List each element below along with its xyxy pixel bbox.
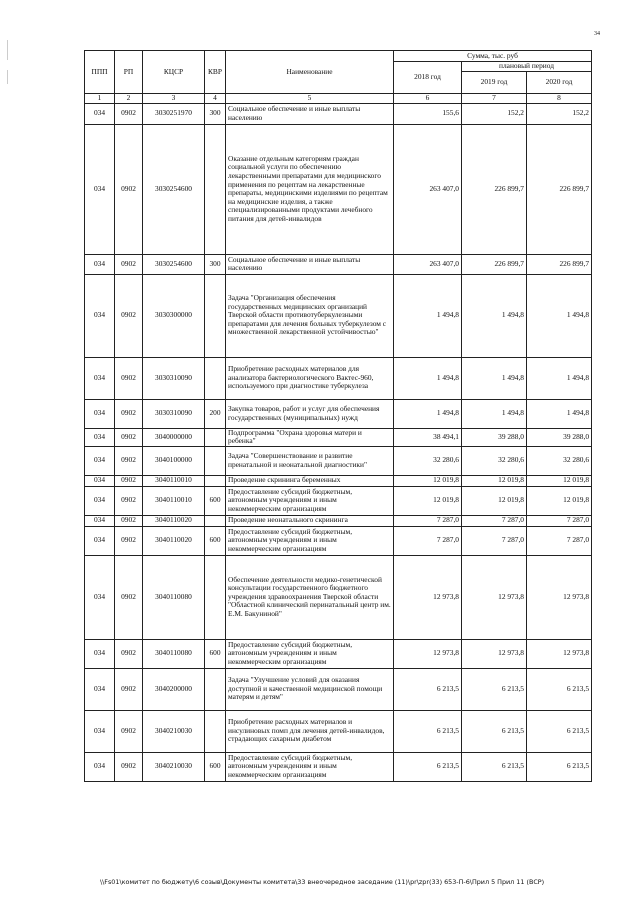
cell-kcsr: 3040110020 — [143, 515, 205, 526]
table-row — [85, 475, 592, 486]
cell-ppp: 034 — [85, 555, 115, 639]
cell-kcsr: 3040210030 — [143, 710, 205, 752]
cell-2018: 1 494,8 — [394, 399, 462, 428]
cell-ppp: 034 — [85, 486, 115, 515]
cell-name: Приобретение расходных материалов для анализатора бактериологического Вактес-960, используемого при диагностике туберкулеза — [226, 357, 394, 399]
scan-edge-mark — [7, 70, 8, 84]
cell-rp: 0902 — [115, 446, 143, 475]
cell-name: Социальное обеспечение и иные выплаты населению — [226, 103, 394, 124]
cell-2019: 1 494,8 — [462, 357, 527, 399]
cell-2019: 1 494,8 — [462, 274, 527, 357]
cell-name: Предоставление субсидий бюджетным, автономным учреждениям и иным некоммерческим организациям — [226, 486, 394, 515]
cell-name: Социальное обеспечение и иные выплаты населению — [226, 254, 394, 274]
cell-2020: 152,2 — [527, 103, 592, 124]
cell-name: Предоставление субсидий бюджетным, автономным учреждениям и иным некоммерческим организациям — [226, 752, 394, 781]
cell-name: Задача "Совершенствование и развитие пренатальной и неонатальной диагностики" — [226, 446, 394, 475]
cell-ppp: 034 — [85, 274, 115, 357]
header-2018: 2018 год — [394, 62, 462, 94]
cell-kvr — [205, 555, 226, 639]
cell-ppp: 034 — [85, 639, 115, 668]
cell-kcsr: 3030300000 — [143, 274, 205, 357]
cell-ppp: 034 — [85, 752, 115, 781]
cell-kcsr: 3030254600 — [143, 254, 205, 274]
column-number: 1 — [85, 94, 115, 104]
cell-2018: 155,6 — [394, 103, 462, 124]
cell-rp: 0902 — [115, 254, 143, 274]
cell-kvr — [205, 124, 226, 254]
cell-kvr — [205, 710, 226, 752]
page-number: 34 — [594, 31, 600, 37]
cell-2020: 1 494,8 — [527, 357, 592, 399]
cell-2020: 226 899,7 — [527, 124, 592, 254]
cell-kcsr: 3040110080 — [143, 639, 205, 668]
cell-2018: 6 213,5 — [394, 752, 462, 781]
cell-rp: 0902 — [115, 475, 143, 486]
cell-2018: 12 019,8 — [394, 475, 462, 486]
cell-2019: 32 280,6 — [462, 446, 527, 475]
cell-2019: 12 019,8 — [462, 475, 527, 486]
cell-kcsr: 3030254600 — [143, 124, 205, 254]
cell-kcsr: 3030251970 — [143, 103, 205, 124]
cell-kcsr: 3040100000 — [143, 446, 205, 475]
cell-kcsr: 3040110020 — [143, 526, 205, 555]
cell-kvr — [205, 357, 226, 399]
cell-rp: 0902 — [115, 639, 143, 668]
cell-kcsr: 3040200000 — [143, 668, 205, 710]
cell-kcsr: 3040000000 — [143, 428, 205, 446]
cell-kvr: 600 — [205, 526, 226, 555]
cell-2020: 32 280,6 — [527, 446, 592, 475]
cell-rp: 0902 — [115, 555, 143, 639]
cell-name: Задача "Организация обеспечения государственных медицинских организаций Тверской области противотуберкулезными препаратами для лечения больных туберкулезом с множественной лекарственной устойчивостью" — [226, 274, 394, 357]
cell-kvr — [205, 668, 226, 710]
cell-kcsr: 3040210030 — [143, 752, 205, 781]
scan-edge-mark — [7, 40, 8, 60]
cell-2020: 7 287,0 — [527, 515, 592, 526]
cell-2019: 39 288,0 — [462, 428, 527, 446]
cell-kcsr: 3030310090 — [143, 399, 205, 428]
cell-2020: 6 213,5 — [527, 752, 592, 781]
cell-2020: 12 973,8 — [527, 639, 592, 668]
cell-rp: 0902 — [115, 399, 143, 428]
cell-kvr: 600 — [205, 639, 226, 668]
cell-2019: 226 899,7 — [462, 254, 527, 274]
cell-ppp: 034 — [85, 357, 115, 399]
cell-kvr — [205, 428, 226, 446]
table-row — [85, 668, 592, 710]
cell-2020: 6 213,5 — [527, 668, 592, 710]
cell-2018: 32 280,6 — [394, 446, 462, 475]
cell-rp: 0902 — [115, 357, 143, 399]
cell-2018: 263 407,0 — [394, 254, 462, 274]
cell-2019: 12 973,8 — [462, 555, 527, 639]
table-row — [85, 446, 592, 475]
table-row — [85, 555, 592, 639]
cell-kvr: 600 — [205, 752, 226, 781]
cell-kvr — [205, 446, 226, 475]
column-number: 4 — [205, 94, 226, 104]
cell-name: Подпрограмма "Охрана здоровья матери и ребенка" — [226, 428, 394, 446]
column-number: 2 — [115, 94, 143, 104]
cell-kcsr: 3040110080 — [143, 555, 205, 639]
cell-2018: 12 019,8 — [394, 486, 462, 515]
cell-2018: 1 494,8 — [394, 274, 462, 357]
cell-2018: 12 973,8 — [394, 555, 462, 639]
cell-2019: 12 019,8 — [462, 486, 527, 515]
cell-ppp: 034 — [85, 446, 115, 475]
cell-2019: 7 287,0 — [462, 526, 527, 555]
table-row — [85, 515, 592, 526]
cell-2020: 12 019,8 — [527, 486, 592, 515]
column-number: 7 — [462, 94, 527, 104]
cell-kcsr: 3030310090 — [143, 357, 205, 399]
cell-2020: 1 494,8 — [527, 399, 592, 428]
column-numbers-row — [85, 94, 592, 104]
table-row — [85, 254, 592, 274]
header-sum: Сумма, тыс. руб — [394, 51, 592, 62]
cell-rp: 0902 — [115, 710, 143, 752]
column-number: 6 — [394, 94, 462, 104]
cell-rp: 0902 — [115, 515, 143, 526]
header-kvr: КВР — [205, 51, 226, 94]
table-row — [85, 399, 592, 428]
cell-2020: 12 973,8 — [527, 555, 592, 639]
footer-file-path: \\Fs01\комитет по бюджету\6 созыв\Документы комитета\33 внеочередное заседание (11)\pr\zpr(33) 653-П-6\Прил 5 Прил 11 (ВСР) — [100, 878, 545, 886]
cell-2019: 152,2 — [462, 103, 527, 124]
cell-name: Задача "Улучшение условий для оказания доступной и качественной медицинской помощи матерям и детям" — [226, 668, 394, 710]
cell-2020: 1 494,8 — [527, 274, 592, 357]
cell-rp: 0902 — [115, 668, 143, 710]
cell-2019: 1 494,8 — [462, 399, 527, 428]
cell-rp: 0902 — [115, 274, 143, 357]
header-name: Наименование — [226, 51, 394, 94]
cell-rp: 0902 — [115, 486, 143, 515]
header-planned-period: плановый период — [462, 62, 592, 72]
table-row — [85, 710, 592, 752]
cell-name: Проведение скрининга беременных — [226, 475, 394, 486]
cell-name: Проведение неонатального скрининга — [226, 515, 394, 526]
cell-2018: 38 494,1 — [394, 428, 462, 446]
cell-name: Приобретение расходных материалов и инсулиновых помп для лечения детей-инвалидов, страдающих сахарным диабетом — [226, 710, 394, 752]
table-row — [85, 752, 592, 781]
cell-ppp: 034 — [85, 124, 115, 254]
table-row — [85, 274, 592, 357]
cell-kvr — [205, 515, 226, 526]
table-body — [85, 103, 592, 781]
cell-rp: 0902 — [115, 103, 143, 124]
cell-ppp: 034 — [85, 710, 115, 752]
cell-ppp: 034 — [85, 515, 115, 526]
table-row — [85, 526, 592, 555]
cell-kcsr: 3040110010 — [143, 486, 205, 515]
cell-ppp: 034 — [85, 399, 115, 428]
cell-2019: 6 213,5 — [462, 710, 527, 752]
cell-2020: 6 213,5 — [527, 710, 592, 752]
cell-kvr: 300 — [205, 254, 226, 274]
header-2019: 2019 год — [462, 72, 527, 94]
cell-2019: 7 287,0 — [462, 515, 527, 526]
table-row — [85, 103, 592, 124]
cell-name: Обеспечение деятельности медико-генетической консультации государственного бюджетного учреждения здравоохранения Тверской области "Областной клинический перинатальный центр им. Е.М. Бакуниной" — [226, 555, 394, 639]
cell-name: Предоставление субсидий бюджетным, автономным учреждениям и иным некоммерческим организациям — [226, 526, 394, 555]
cell-kcsr: 3040110010 — [143, 475, 205, 486]
budget-table — [84, 50, 592, 782]
header-kcsr: КЦСР — [143, 51, 205, 94]
cell-2019: 12 973,8 — [462, 639, 527, 668]
column-number: 8 — [527, 94, 592, 104]
cell-2019: 226 899,7 — [462, 124, 527, 254]
cell-2020: 12 019,8 — [527, 475, 592, 486]
cell-2018: 263 407,0 — [394, 124, 462, 254]
cell-2020: 39 288,0 — [527, 428, 592, 446]
cell-kvr — [205, 475, 226, 486]
table-row — [85, 639, 592, 668]
cell-ppp: 034 — [85, 475, 115, 486]
header-ppp: ППП — [85, 51, 115, 94]
table-row — [85, 357, 592, 399]
cell-rp: 0902 — [115, 752, 143, 781]
cell-kvr: 300 — [205, 103, 226, 124]
cell-2019: 6 213,5 — [462, 752, 527, 781]
cell-ppp: 034 — [85, 103, 115, 124]
table-row — [85, 486, 592, 515]
cell-2018: 1 494,8 — [394, 357, 462, 399]
cell-2018: 12 973,8 — [394, 639, 462, 668]
cell-ppp: 034 — [85, 428, 115, 446]
cell-kvr: 200 — [205, 399, 226, 428]
cell-rp: 0902 — [115, 526, 143, 555]
cell-rp: 0902 — [115, 428, 143, 446]
cell-name: Предоставление субсидий бюджетным, автономным учреждениям и иным некоммерческим организациям — [226, 639, 394, 668]
column-number: 5 — [226, 94, 394, 104]
table-row — [85, 124, 592, 254]
cell-name: Закупка товаров, работ и услуг для обеспечения государственных (муниципальных) нужд — [226, 399, 394, 428]
cell-2018: 7 287,0 — [394, 526, 462, 555]
cell-rp: 0902 — [115, 124, 143, 254]
header-2020: 2020 год — [527, 72, 592, 94]
cell-kvr — [205, 274, 226, 357]
cell-2018: 6 213,5 — [394, 668, 462, 710]
cell-2018: 7 287,0 — [394, 515, 462, 526]
cell-name: Оказание отдельным категориям граждан социальной услуги по обеспечению лекарственными препаратами для медицинского применения по рецептам на лекарственные препараты, медицинскими изделиями по рецептам на медицинские изделия, а также специализированными продуктами лечебного питания для детей-инвалидов — [226, 124, 394, 254]
cell-kvr: 600 — [205, 486, 226, 515]
cell-ppp: 034 — [85, 668, 115, 710]
column-number: 3 — [143, 94, 205, 104]
cell-2018: 6 213,5 — [394, 710, 462, 752]
cell-ppp: 034 — [85, 254, 115, 274]
table-row — [85, 428, 592, 446]
cell-ppp: 034 — [85, 526, 115, 555]
cell-2019: 6 213,5 — [462, 668, 527, 710]
header-rp: РП — [115, 51, 143, 94]
cell-2020: 7 287,0 — [527, 526, 592, 555]
cell-2020: 226 899,7 — [527, 254, 592, 274]
